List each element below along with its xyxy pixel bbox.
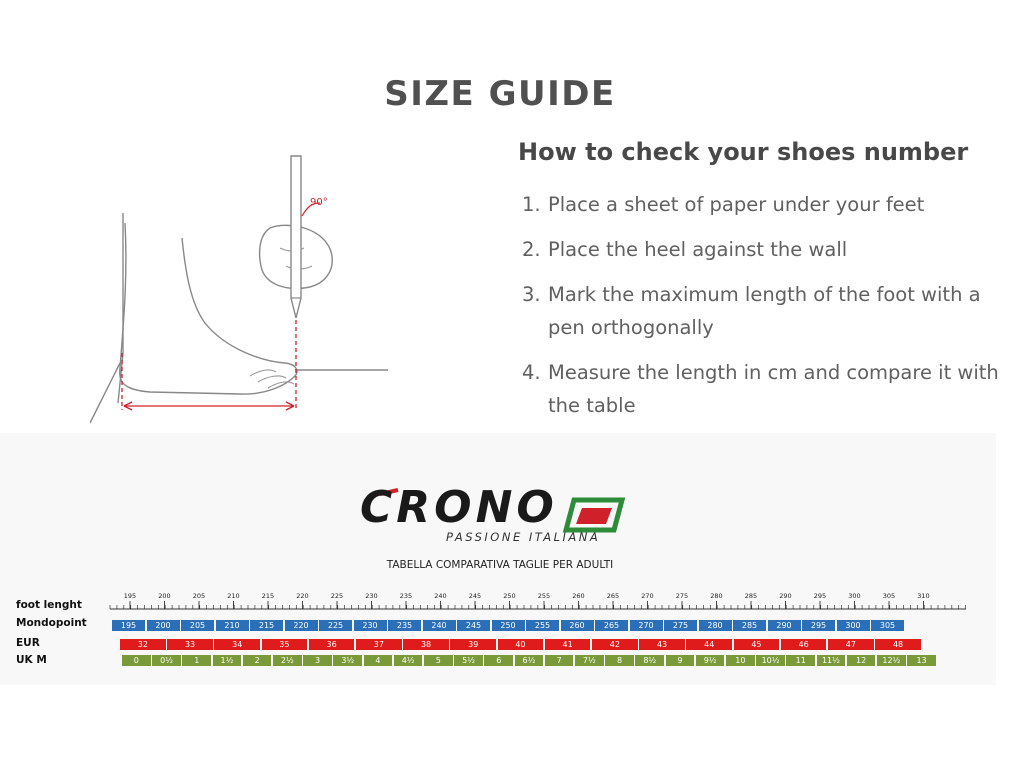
ruler-tick-label: 250: [503, 592, 516, 600]
ruler-tick-label: 225: [330, 592, 344, 600]
brand-name: CRONO: [360, 482, 558, 533]
eur-cell: 41: [545, 639, 591, 650]
row-label-mondopoint: Mondopoint: [16, 617, 87, 629]
ruler-tick-label: 310: [917, 592, 930, 600]
uk-size-cell: 13: [907, 655, 936, 666]
uk-size-cell: 5½: [454, 655, 483, 666]
ruler-tick-label: 270: [641, 592, 654, 600]
eur-cell: 46: [781, 639, 827, 650]
uk-size-cell: 6: [484, 655, 513, 666]
ruler-tick-label: 265: [606, 592, 620, 600]
ruler-tick-label: 240: [434, 592, 447, 600]
eur-cell: 40: [498, 639, 544, 650]
step-text: Measure the length in cm and compare it with the table: [548, 361, 999, 417]
mondopoint-cell: 255: [526, 620, 559, 631]
mondopoint-cell: 280: [699, 620, 732, 631]
ruler-tick-label: 220: [296, 592, 309, 600]
uk-size-cell: 7½: [575, 655, 604, 666]
mondopoint-cell: 300: [837, 620, 870, 631]
uk-size-cell: 10½: [756, 655, 785, 666]
step-item: [518, 233, 1008, 266]
ruler-tick-label: 195: [123, 592, 137, 600]
eur-cell: 42: [592, 639, 638, 650]
mondopoint-cell: 245: [457, 620, 490, 631]
step-item: [518, 356, 1008, 422]
step-number: 2.: [522, 238, 541, 261]
eur-cell: 38: [403, 639, 449, 650]
foot-measure-illustration: [90, 148, 400, 433]
eur-cell: 34: [214, 639, 260, 650]
ruler-tick-label: 295: [813, 592, 827, 600]
eur-cell: 47: [828, 639, 874, 650]
row-label-uk: UK M: [16, 654, 47, 666]
brand-tagline: PASSIONE ITALIANA: [446, 530, 601, 544]
ruler-tick-label: 260: [572, 592, 585, 600]
mondopoint-cell: 270: [630, 620, 663, 631]
ruler-tick-label: 300: [848, 592, 861, 600]
step-number: 1.: [522, 193, 541, 216]
ruler-tick-label: 245: [468, 592, 482, 600]
mondopoint-cell: 305: [871, 620, 904, 631]
ruler-tick-label: 215: [261, 592, 275, 600]
uk-size-cell: 9½: [696, 655, 725, 666]
uk-size-cell: 11½: [817, 655, 846, 666]
eur-cell: 39: [450, 639, 496, 650]
mondopoint-cell: 265: [595, 620, 628, 631]
ruler-tick-label: 305: [882, 592, 896, 600]
eur-cell: 45: [734, 639, 780, 650]
eur-cell: 36: [309, 639, 355, 650]
ruler-tick-label: 200: [158, 592, 171, 600]
angle-label: 90°: [310, 197, 328, 208]
mondopoint-cell: 250: [492, 620, 525, 631]
uk-size-cell: 3½: [333, 655, 362, 666]
mondopoint-cell: 240: [423, 620, 456, 631]
eur-cell: 32: [120, 639, 166, 650]
mondopoint-cell: 220: [285, 620, 318, 631]
eur-cell: 43: [639, 639, 685, 650]
eur-cell: 35: [262, 639, 308, 650]
eur-cell: 44: [686, 639, 732, 650]
mondopoint-cell: 285: [733, 620, 766, 631]
uk-size-cell: 6½: [515, 655, 544, 666]
uk-size-cell: 8½: [635, 655, 664, 666]
ruler-tick-label: 205: [192, 592, 206, 600]
uk-size-cell: 9: [666, 655, 695, 666]
step-item: [518, 188, 1008, 221]
ruler-tick-label: 235: [399, 592, 413, 600]
mondopoint-cell: 205: [181, 620, 214, 631]
step-text: Place the heel against the wall: [548, 238, 848, 261]
ruler-tick-label: 285: [744, 592, 758, 600]
mondopoint-cell: 290: [768, 620, 801, 631]
step-item: [518, 278, 1008, 344]
ruler-tick-label: 255: [537, 592, 551, 600]
uk-size-cell: 11: [786, 655, 815, 666]
uk-size-cell: 12½: [877, 655, 906, 666]
mondopoint-cell: 230: [354, 620, 387, 631]
mondopoint-cell: 195: [112, 620, 145, 631]
mondopoint-cell: 210: [216, 620, 249, 631]
eur-cell: 33: [167, 639, 213, 650]
uk-size-cell: 2: [243, 655, 272, 666]
ruler-tick-label: 230: [365, 592, 378, 600]
page-title: SIZE GUIDE: [384, 74, 616, 114]
mondopoint-cell: 200: [147, 620, 180, 631]
ruler-tick-label: 275: [675, 592, 689, 600]
mondopoint-cell: 235: [388, 620, 421, 631]
steps-list: [518, 188, 1008, 422]
uk-size-cell: 8: [605, 655, 634, 666]
uk-size-cell: 1½: [213, 655, 242, 666]
row-label-foot-length: foot lenght: [16, 599, 82, 611]
uk-size-cell: 1: [182, 655, 211, 666]
step-number: 3.: [522, 283, 541, 306]
uk-size-cell: 12: [847, 655, 876, 666]
uk-size-cell: 4: [364, 655, 393, 666]
uk-size-cell: 0½: [152, 655, 181, 666]
ruler-tick-label: 290: [779, 592, 792, 600]
eur-cell: 48: [875, 639, 921, 650]
ruler-tick-label: 280: [710, 592, 723, 600]
uk-size-cell: 4½: [394, 655, 423, 666]
size-table-panel: [0, 433, 996, 685]
eur-cell: 37: [356, 639, 402, 650]
uk-size-cell: 10: [726, 655, 755, 666]
mondopoint-cell: 215: [250, 620, 283, 631]
instructions-heading: How to check your shoes number: [518, 138, 969, 166]
step-text: Place a sheet of paper under your feet: [548, 193, 925, 216]
uk-size-cell: 5: [424, 655, 453, 666]
row-label-eur: EUR: [16, 637, 40, 649]
mondopoint-cell: 225: [319, 620, 352, 631]
step-text: Mark the maximum length of the foot with a pen orthogonally: [548, 283, 981, 339]
uk-size-cell: 7: [545, 655, 574, 666]
uk-size-cell: 2½: [273, 655, 302, 666]
instructions-block: [518, 138, 1008, 434]
mondopoint-cell: 275: [664, 620, 697, 631]
ruler-tick-label: 210: [227, 592, 240, 600]
step-number: 4.: [522, 361, 541, 384]
uk-size-cell: 0: [122, 655, 151, 666]
mondopoint-cell: 295: [802, 620, 835, 631]
mondopoint-cell: 260: [561, 620, 594, 631]
uk-size-cell: 3: [303, 655, 332, 666]
table-caption: TABELLA COMPARATIVA TAGLIE PER ADULTI: [386, 559, 614, 571]
